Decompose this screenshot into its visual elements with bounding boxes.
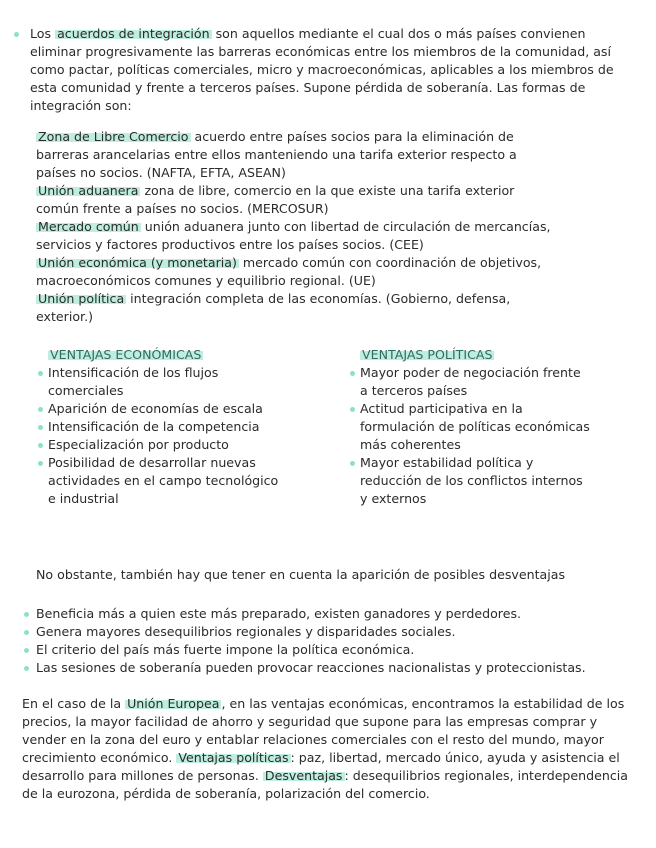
forms-list bbox=[36, 128, 556, 326]
list-item: Especialización por producto bbox=[48, 436, 288, 454]
form-item-zona-libre bbox=[36, 128, 556, 182]
bullet-dot-icon bbox=[38, 461, 43, 466]
highlight-desventajas: Desventajas bbox=[264, 768, 343, 783]
form-desc: integración completa de las economías. (Gobierno, defensa, exterior.) bbox=[36, 291, 511, 324]
list-item: Beneficia más a quien este más preparado, existen ganadores y perdedores. bbox=[36, 605, 644, 623]
bullet-dot-icon bbox=[350, 461, 355, 466]
list-item: Aparición de economías de escala bbox=[48, 400, 288, 418]
desventajas-list bbox=[36, 605, 644, 677]
no-obstante-line: No obstante, también hay que tener en cuenta la aparición de posibles desventajas bbox=[36, 567, 566, 582]
list-item: El criterio del país más fuerte impone la política económica. bbox=[36, 641, 644, 659]
form-desc: zona de libre, comercio en la que existe una tarifa exterior común frente a países no socios. (MERCOSUR) bbox=[36, 183, 515, 216]
ventajas-politicas-column bbox=[360, 346, 590, 508]
list-item: Las sesiones de soberanía pueden provocar reacciones nacionalistas y proteccionistas. bbox=[36, 659, 644, 677]
bullet-dot-icon bbox=[350, 407, 355, 412]
form-term: Unión económica (y monetaria) bbox=[38, 255, 237, 270]
highlight-union-europea: Unión Europea bbox=[127, 696, 220, 711]
form-item-mercado-comun bbox=[36, 218, 556, 254]
intro-text-rest: son aquellos mediante el cual dos o más países convienen eliminar progresivamente las barreras económicas entre los miembros de la comunidad, así como pactar, políticas comerciales, micro y macroeconómicas, aplicables a los miembros de esta comunidad y frente a terceros países. Supone pérdida de soberanía. Las formas de integración son: bbox=[30, 26, 614, 113]
form-term: Unión aduanera bbox=[38, 183, 139, 198]
ventajas-economicas-title: VENTAJAS ECONÓMICAS bbox=[50, 347, 202, 362]
bullet-dot-icon bbox=[24, 666, 29, 671]
form-desc: acuerdo entre países socios para la eliminación de barreras arancelarias entre ellos manteniendo una tarifa exterior respecto a países no socios. (NAFTA, EFTA, ASEAN) bbox=[36, 129, 517, 180]
form-term: Zona de Libre Comercio bbox=[38, 129, 189, 144]
list-item: Mayor poder de negociación frente a terceros países bbox=[360, 364, 590, 400]
union-europea-paragraph: En el caso de la Unión Europea , en las ventajas económicas, encontramos la estabilidad de los precios, la mayor facilidad de ahorro y seguridad que supone para las empresas comprar y vender en la zona del euro y entablar relaciones comerciales con el resto del mundo, mayor crecimiento económico. Ventajas políticas : paz, libertad, mercado único, ayuda y asistencia el desarrollo para millones de personas. Desventajas : desequilibrios regionales, interdependencia de la eurozona, pérdida de soberanía, polarización del comercio. bbox=[22, 696, 629, 801]
form-item-union-politica bbox=[36, 290, 556, 326]
intro-text-start: Los bbox=[30, 26, 56, 41]
bullet-dot-icon bbox=[14, 32, 19, 37]
list-item: Intensificación de la competencia bbox=[48, 418, 288, 436]
bullet-dot-icon bbox=[24, 648, 29, 653]
ventajas-politicas-title: VENTAJAS POLÍTICAS bbox=[362, 347, 493, 362]
form-term: Mercado común bbox=[38, 219, 139, 234]
highlight-ventajas-politicas: Ventajas políticas bbox=[178, 750, 289, 765]
bullet-dot-icon bbox=[38, 443, 43, 448]
ventajas-economicas-list bbox=[48, 364, 288, 508]
form-item-union-aduanera bbox=[36, 182, 556, 218]
form-item-union-economica bbox=[36, 254, 556, 290]
bullet-dot-icon bbox=[38, 407, 43, 412]
list-item: Posibilidad de desarrollar nuevas actividades en el campo tecnológico e industrial bbox=[48, 454, 288, 508]
form-desc: mercado común con coordinación de objetivos, macroeconómicos comunes y equilibrio regional. (UE) bbox=[36, 255, 542, 288]
highlight-acuerdos: acuerdos de integración bbox=[57, 26, 210, 41]
list-item: Mayor estabilidad política y reducción de los conflictos internos y externos bbox=[360, 454, 590, 508]
ventajas-economicas-column bbox=[48, 346, 288, 508]
bullet-dot-icon bbox=[38, 371, 43, 376]
bullet-dot-icon bbox=[24, 612, 29, 617]
list-item: Genera mayores desequilibrios regionales y disparidades sociales. bbox=[36, 623, 644, 641]
ventajas-politicas-list bbox=[360, 364, 590, 508]
form-term: Unión política bbox=[38, 291, 125, 306]
bullet-dot-icon bbox=[38, 425, 43, 430]
form-desc: unión aduanera junto con libertad de circulación de mercancías, servicios y factores productivos entre los países socios. (CEE) bbox=[36, 219, 551, 252]
list-item: Actitud participativa en la formulación de políticas económicas más coherentes bbox=[360, 400, 590, 454]
intro-paragraph bbox=[30, 25, 640, 115]
bullet-dot-icon bbox=[24, 630, 29, 635]
bullet-dot-icon bbox=[350, 371, 355, 376]
list-item: Intensificación de los flujos comerciales bbox=[48, 364, 288, 400]
